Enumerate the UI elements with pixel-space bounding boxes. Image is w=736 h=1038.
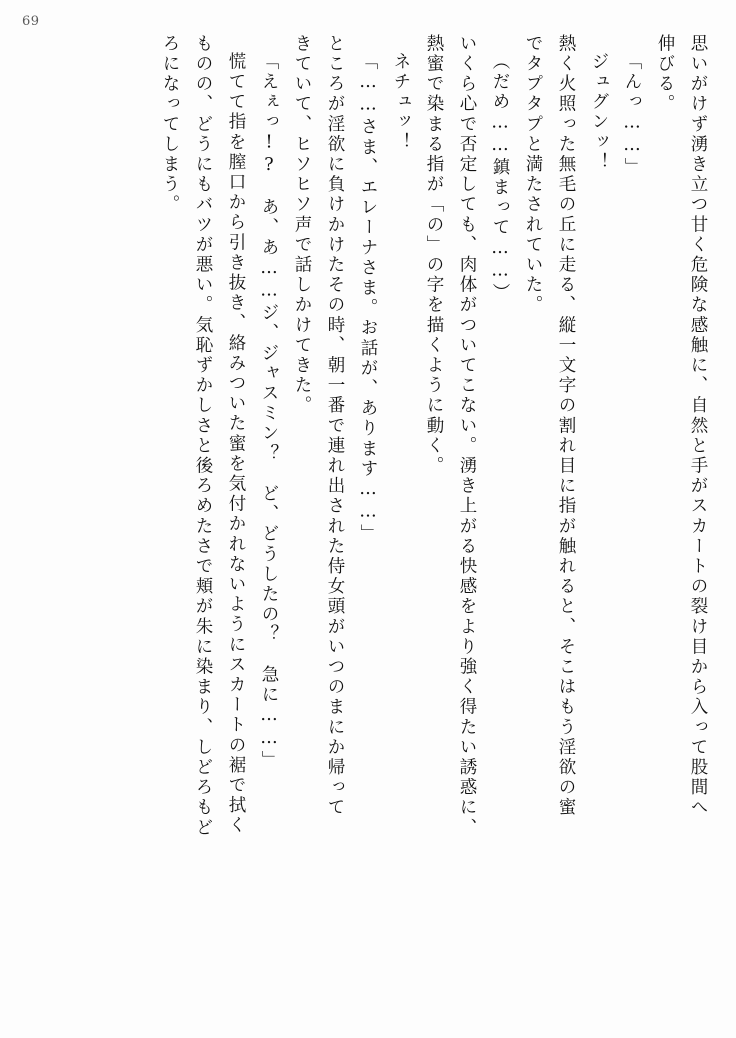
text-line: 熱く火照った無毛の丘に走る、縦一文字の割れ目に指が触れると、そこはもう淫欲の蜜 (556, 34, 576, 818)
text-line: 「……さま、エレーナさま。お話が、あります……」 (358, 52, 378, 545)
text-line: ネチュッ！ (391, 52, 411, 153)
text-line: ジュグンッ！ (589, 52, 609, 173)
text-line: 「えぇっ!? あ、あ……ジ、ジャスミン？ ど、どうしたの？ 急に……」 (259, 52, 279, 771)
text-line: 「んっ……」 (622, 52, 642, 178)
text-line: ところが淫欲に負けかけたその時、朝一番で連れ出された侍女頭がいつのまにか帰って (325, 34, 345, 818)
text-line: 伸びる。 (655, 34, 675, 115)
text-line: ろになってしまう。 (160, 34, 180, 215)
vertical-text-body (52, 34, 706, 1012)
page-number: 69 (22, 14, 40, 29)
text-line: 慌てて指を膣口から引き抜き、絡みついた蜜を気付かれないようにスカートの裾で拭く (226, 52, 246, 836)
text-line: ものの、どうにもバツが悪い。気恥ずかしさと後ろめたさで頬が朱に染まり、しどろもど (193, 34, 213, 838)
text-line: （だめ……鎮まって……） (490, 52, 510, 304)
text-line: いくら心で否定しても、肉体がついてこない。湧き上がる快感をより強く得たい誘惑に、 (457, 34, 477, 838)
text-line: 熱蜜で染まる指が「の」の字を描くように動く。 (424, 34, 444, 477)
text-line: でタプタプと満たされていた。 (523, 34, 543, 316)
text-line: きていて、ヒソヒソ声で話しかけてきた。 (292, 34, 312, 416)
text-line: 思いがけず湧き立つ甘く危険な感触に、自然と手がスカートの裂け目から入って股間へ (688, 34, 708, 818)
